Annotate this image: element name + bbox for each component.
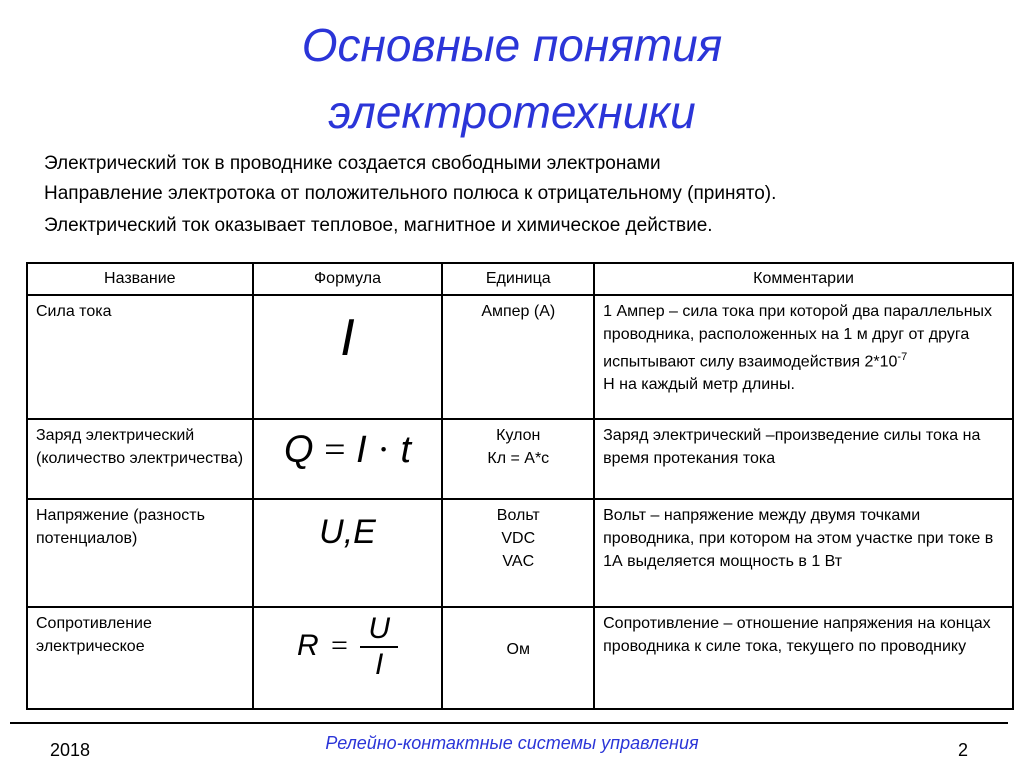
concepts-table xyxy=(26,262,1014,710)
table-row xyxy=(27,499,1013,607)
cell-formula xyxy=(253,295,443,419)
unit-line-1: Ом xyxy=(506,641,530,658)
intro-line-1: Электрический ток в проводнике создается свободными электронами xyxy=(44,153,661,174)
header-formula: Формула xyxy=(253,263,443,295)
intro-line-3: Электрический ток оказывает тепловое, магнитное и химическое действие. xyxy=(44,215,713,236)
table-row xyxy=(27,419,1013,499)
cell-comment xyxy=(594,295,1013,419)
slide-title-line1: Основные понятия xyxy=(301,19,723,71)
unit-line-2: Кл = А*с xyxy=(487,450,550,467)
formula-dot: · xyxy=(377,429,390,471)
formula-equals: = xyxy=(331,628,348,662)
cell-unit xyxy=(442,499,594,607)
formula-voltage: U,E xyxy=(319,513,376,551)
comment-text: 1 Ампер – сила тока при которой два параллельных проводника, расположенных на 1 м друг от друга испытывают силу взаимодействия 2*10 xyxy=(603,303,993,371)
header-name: Название xyxy=(27,263,253,295)
header-comment: Комментарии xyxy=(594,263,1013,295)
footer-course-title: Релейно-контактные системы управления xyxy=(325,733,699,753)
footer-divider xyxy=(10,722,1008,724)
formula-t: t xyxy=(400,429,412,471)
table-row xyxy=(27,295,1013,419)
formula-current: I xyxy=(340,309,355,367)
cell-comment: Сопротивление – отношение напряжения на концах проводника к силе тока, текущего по проводнику xyxy=(594,607,1013,709)
formula-q: Q xyxy=(284,429,314,471)
comment-tail: Н на каждый метр длины. xyxy=(603,376,795,394)
formula-i: I xyxy=(356,429,367,471)
intro-line-2: Направление электротока от положительного полюса к отрицательному (принято). xyxy=(44,183,777,204)
cell-unit: Ампер (А) xyxy=(442,295,594,419)
cell-unit xyxy=(442,607,594,709)
cell-name: Сопротивление электрическое xyxy=(27,607,253,709)
page-number: 2 xyxy=(958,740,969,760)
cell-unit xyxy=(442,419,594,499)
unit-line-3: VAC xyxy=(502,553,535,570)
cell-comment: Заряд электрический –произведение силы тока на время протекания тока xyxy=(594,419,1013,499)
cell-formula xyxy=(253,499,443,607)
unit-line-2: VDC xyxy=(501,530,536,547)
footer-year: 2018 xyxy=(50,740,91,760)
comment-exponent: -7 xyxy=(897,351,908,363)
formula-fraction xyxy=(360,612,398,682)
cell-name: Сила тока xyxy=(27,295,253,419)
table-row xyxy=(27,607,1013,709)
cell-comment: Вольт – напряжение между двумя точками проводника, при котором на этом участке при токе в 1А выделяется мощность в 1 Вт xyxy=(594,499,1013,607)
table-header-row xyxy=(27,263,1013,295)
unit-line-1: Кулон xyxy=(496,427,541,444)
cell-formula xyxy=(253,419,443,499)
slide-title-line2: электротехники xyxy=(328,86,696,138)
cell-name: Напряжение (разность потенциалов) xyxy=(27,499,253,607)
formula-equals: = xyxy=(324,429,346,471)
header-unit: Единица xyxy=(442,263,594,295)
formula-r: R xyxy=(297,628,319,662)
unit-line-1: Вольт xyxy=(496,507,540,524)
fraction-denominator: I xyxy=(360,646,398,682)
cell-name: Заряд электрический (количество электричества) xyxy=(27,419,253,499)
fraction-numerator: U xyxy=(368,612,390,645)
cell-formula xyxy=(253,607,443,709)
